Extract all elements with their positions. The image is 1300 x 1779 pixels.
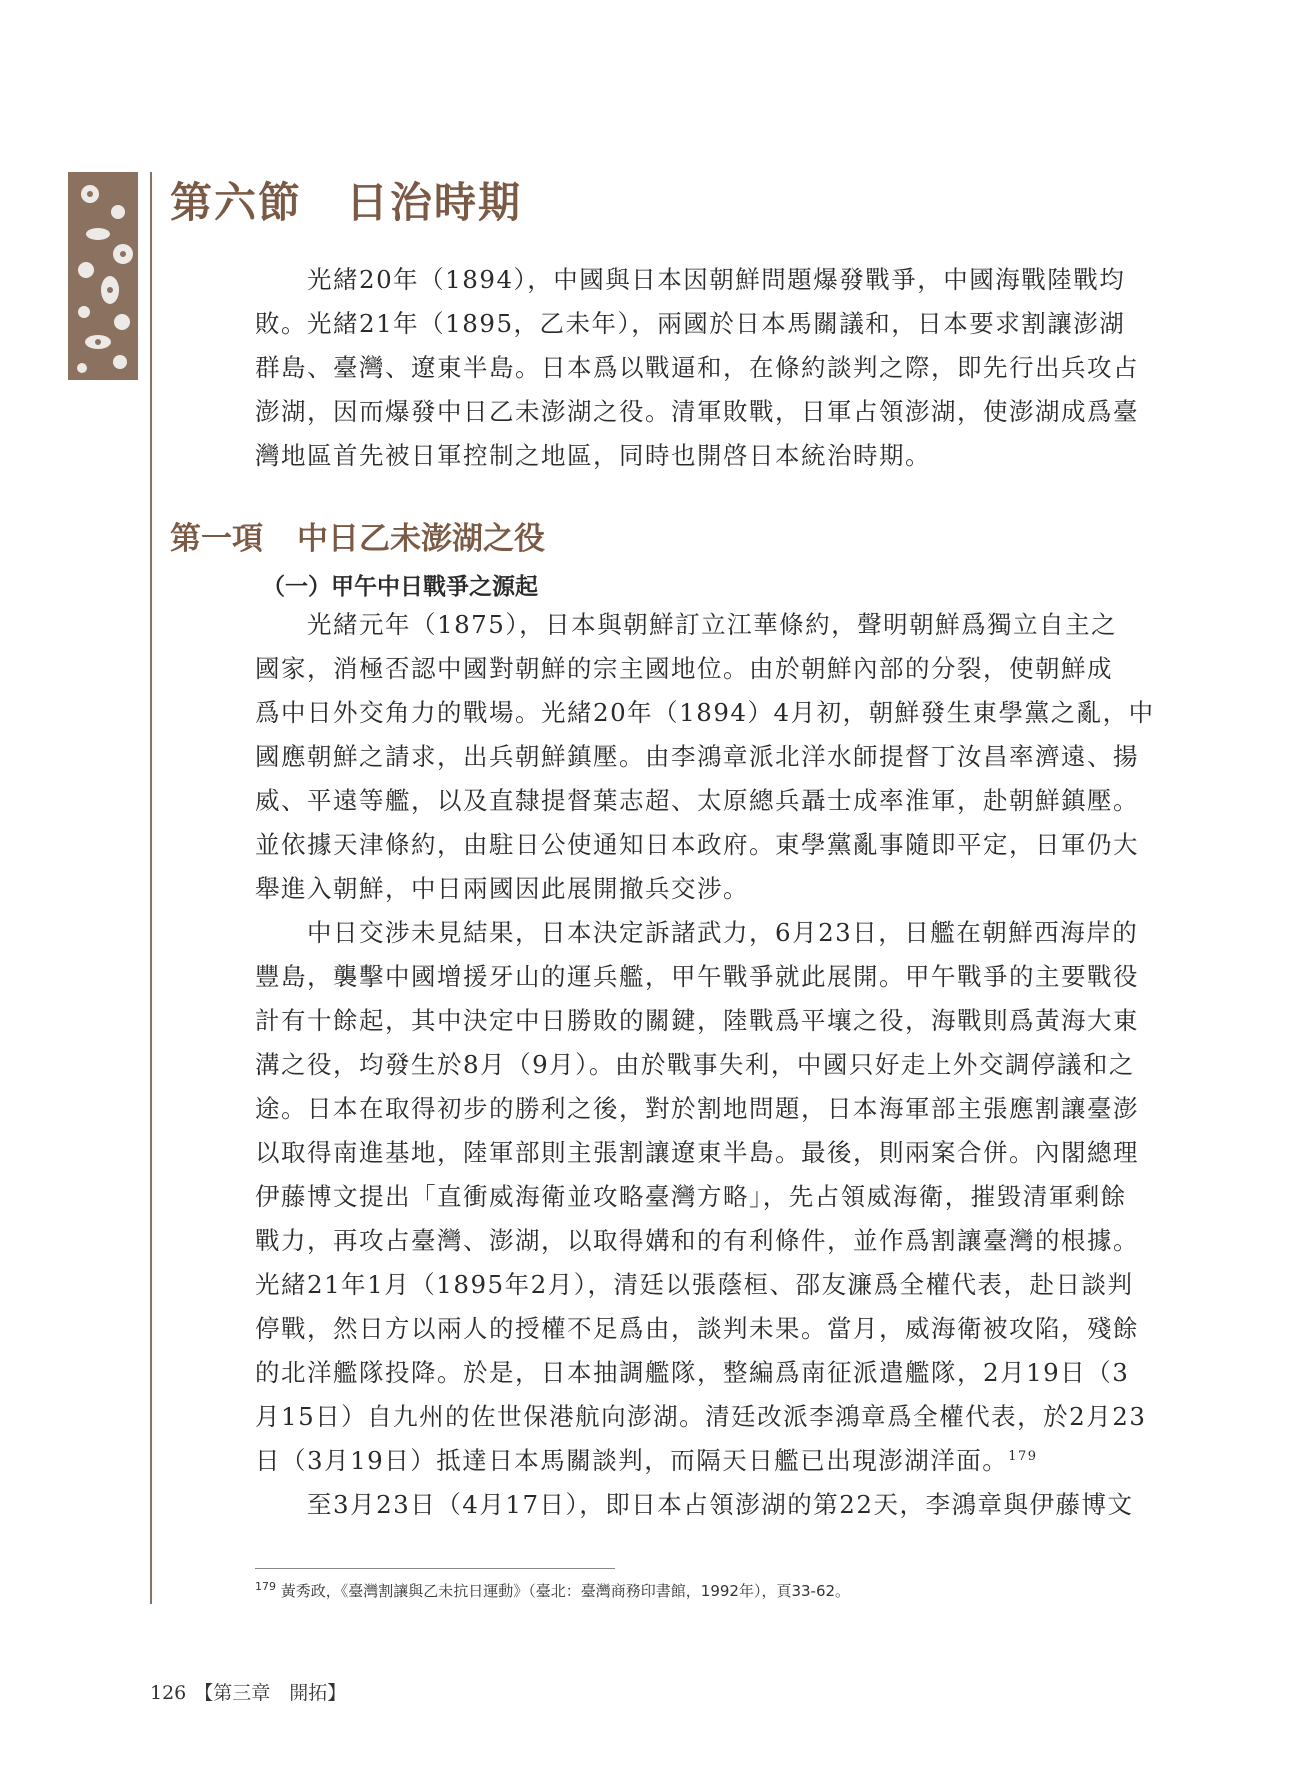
item-number: 第一項	[170, 521, 263, 557]
text-line: 的北洋艦隊投降。於是，日本抽調艦隊，整編爲南征派遣艦隊，2月19日（3	[255, 1358, 1130, 1387]
text-line: 澎湖，因而爆發中日乙未澎湖之役。清軍敗戰，日軍占領澎湖，使澎湖成爲臺	[255, 397, 1139, 426]
body-text	[255, 603, 1155, 1527]
text-line	[255, 1439, 1155, 1483]
section-name: 日治時期	[346, 178, 523, 227]
text-line: 舉進入朝鮮，中日兩國因此展開撤兵交涉。	[255, 874, 749, 903]
floral-ornament-icon	[68, 172, 138, 380]
item-name: 中日乙未澎湖之役	[297, 521, 545, 557]
intro-paragraph	[255, 258, 1139, 478]
text-line: 至3月23日（4月17日），即日本占領澎湖的第22天，李鴻章與伊藤博文	[307, 1490, 1134, 1519]
text-line: 途。日本在取得初步的勝利之後，對於割地問題，日本海軍部主張應割讓臺澎	[255, 1094, 1139, 1123]
item-title	[170, 513, 545, 558]
text-line: 停戰，然日方以兩人的授權不足爲由，談判未果。當月，威海衛被攻陷，殘餘	[255, 1314, 1139, 1343]
text-line: 月15日）自九州的佐世保港航向澎湖。清廷改派李鴻章爲全權代表，於2月23	[255, 1402, 1147, 1431]
text-line: 光緒21年1月（1895年2月），清廷以張蔭桓、邵友濂爲全權代表，赴日談判	[255, 1270, 1134, 1299]
text-line: 國家，消極否認中國對朝鮮的宗主國地位。由於朝鮮內部的分裂，使朝鮮成	[255, 654, 1113, 683]
page-footer	[150, 1678, 346, 1705]
text-line: 並依據天津條約，由駐日公使通知日本政府。東學黨亂事隨即平定，日軍仍大	[255, 830, 1139, 859]
text-line: 計有十餘起，其中決定中日勝敗的關鍵，陸戰爲平壤之役，海戰則爲黃海大東	[255, 1006, 1139, 1035]
text-line: 威、平遠等艦，以及直隸提督葉志超、太原總兵聶士成率淮軍，赴朝鮮鎮壓。	[255, 786, 1139, 815]
page-number: 126	[150, 1682, 187, 1704]
text-line: 敗。光緒21年（1895，乙未年），兩國於日本馬關議和，日本要求割讓澎湖	[255, 309, 1126, 338]
footnote-text: 黃秀政，《臺灣割讓與乙未抗日運動》（臺北：臺灣商務印書館，1992年），頁33-62。	[280, 1582, 851, 1600]
text-line: 中日交涉未見結果，日本決定訴諸武力，6月23日，日艦在朝鮮西海岸的	[307, 918, 1139, 947]
chapter-label: 【第三章 開拓】	[194, 1682, 347, 1704]
text-line: 光緒20年（1894），中國與日本因朝鮮問題爆發戰爭，中國海戰陸戰均	[307, 265, 1126, 294]
text-line-content: 日（3月19日）抵達日本馬關談判，而隔天日艦已出現澎湖洋面。	[255, 1446, 1009, 1475]
footnote	[255, 1580, 850, 1601]
footnote-number: 179	[255, 1580, 276, 1593]
footnote-reference[interactable]: 179	[1008, 1448, 1038, 1464]
margin-rule	[150, 172, 152, 1604]
section-title	[170, 170, 522, 230]
text-line: 以取得南進基地，陸軍部則主張割讓遼東半島。最後，則兩案合併。內閣總理	[255, 1138, 1139, 1167]
text-line: 戰力，再攻占臺灣、澎湖，以取得媾和的有利條件，並作爲割讓臺灣的根據。	[255, 1226, 1139, 1255]
subsection-title: （一）甲午中日戰爭之源起	[262, 573, 538, 600]
text-line: 光緒元年（1875），日本與朝鮮訂立江華條約，聲明朝鮮爲獨立自主之	[307, 610, 1118, 639]
text-line: 伊藤博文提出「直衝威海衛並攻略臺灣方略」，先占領威海衛，摧毀清軍剩餘	[255, 1182, 1127, 1211]
text-line: 溝之役，均發生於8月（9月）。由於戰事失利，中國只好走上外交調停議和之	[255, 1050, 1135, 1079]
text-line: 豐島，襲擊中國增援牙山的運兵艦，甲午戰爭就此展開。甲午戰爭的主要戰役	[255, 962, 1139, 991]
text-line: 灣地區首先被日軍控制之地區，同時也開啓日本統治時期。	[255, 441, 931, 470]
footnote-divider	[255, 1568, 615, 1569]
text-line: 爲中日外交角力的戰場。光緒20年（1894）4月初，朝鮮發生東學黨之亂，中	[255, 698, 1155, 727]
text-line: 國應朝鮮之請求，出兵朝鮮鎮壓。由李鴻章派北洋水師提督丁汝昌率濟遠、揚	[255, 742, 1139, 771]
text-line: 群島、臺灣、遼東半島。日本爲以戰逼和，在條約談判之際，即先行出兵攻占	[255, 353, 1139, 382]
section-number: 第六節	[170, 178, 303, 227]
